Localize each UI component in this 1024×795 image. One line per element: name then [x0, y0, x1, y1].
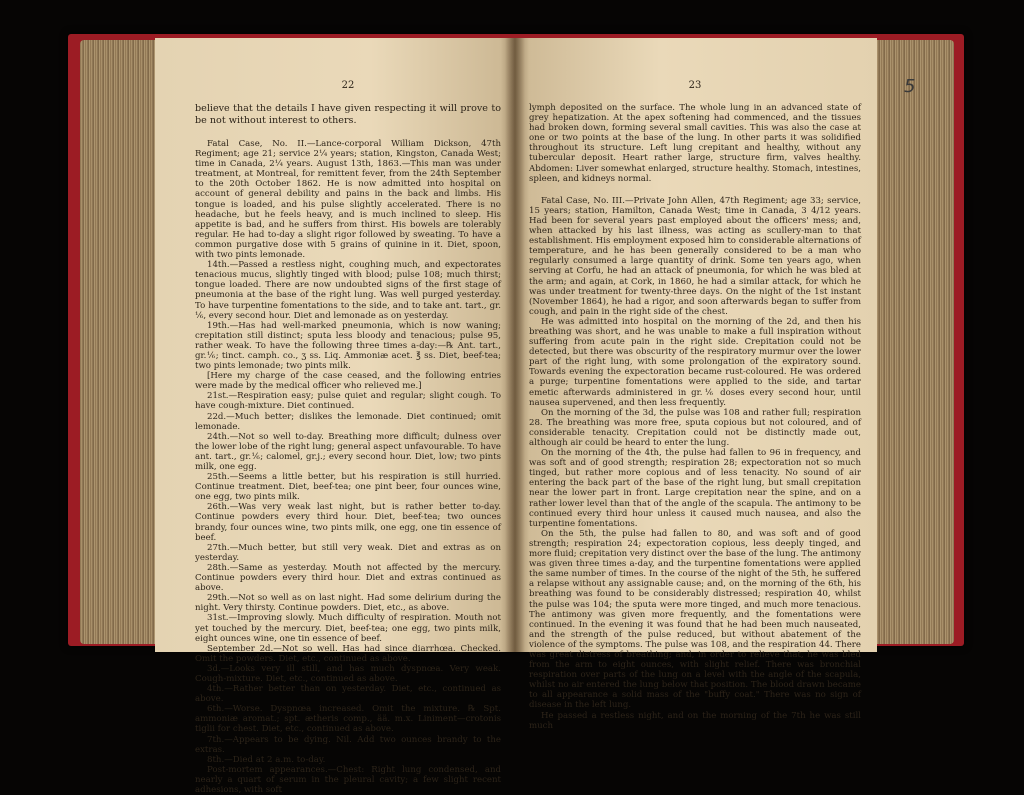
paragraph: He passed a restless night, and on the morning of the 7th he was still much [529, 710, 861, 731]
right-page-number: 23 [688, 80, 702, 91]
paragraph: 19th.—Has had well-marked pneumonia, which is now waning; crepitation still distinct; sputa less bloody and tenacious; pulse 95, rather weak. To have the following three times a-day:—℞ Ant. tart., gr.⅙; tinct. camph. co., ʒ ss. Liq. Ammoniæ acet. ℥ ss. Diet, beef-tea; two pints lemonade; two pints milk. [195, 320, 501, 372]
paragraph: Fatal Case, No. III.—Private John Allen, 47th Regiment; age 33; service, 15 years; station, Hamilton, Canada West; time in Canada, 3 4/12 years. Had been for several years past employed about the officers' mess; and, when attacked by his last illness, was acting as scullery-man to that establishment. His employment exposed him to considerable alternations of temperature, and he has been generally considered to be a man who regularly consumed a large quantity of drink. Some ten years ago, when serving at Corfu, he had an attack of pneumonia, for which he was bled at the arm; and again, at Cork, in 1860, he had a similar attack, for which he was under treatment for twenty-three days. On the night of the 1st instant (November 1864), he had a rigor, and soon afterwards began to suffer from cough, and pain in the right side of the chest. [529, 195, 861, 317]
paragraph: 21st.—Respiration easy; pulse quiet and regular; slight cough. To have cough-mixture. Diet continued. [195, 391, 501, 412]
paragraph: 8th.—Died at 2 a.m. to-day. [207, 754, 326, 765]
paragraph: 28th.—Same as yesterday. Mouth not affected by the mercury. Continue powders every third hour. Diet and extras continued as above. [195, 562, 501, 594]
paragraph: 27th.—Much better, but still very weak. Diet and extras as on yesterday. [195, 542, 501, 563]
paragraph: 4th.—Rather better than on yesterday. Diet, etc., continued as above. [195, 684, 501, 705]
left-page [155, 38, 515, 795]
left-page-number: 22 [341, 80, 355, 91]
paragraph: 26th.—Was very weak last night, but is rather better to-day. Continue powders every third hour. Diet, beef-tea; two ounces brandy, four ounces wine, two pints milk, one egg, one tin essence of beef. [195, 502, 501, 543]
left-page-text [195, 103, 501, 795]
paragraph: On the 5th, the pulse had fallen to 80, and was soft and of good strength; respiration 24; expectoration copious, less deeply tinged, and more fluid; crepitation very distinct over the base of the lung. The antimony was given three times a-day, and the turpentine fomentations were applied the same number of times. In the course of the night of the 5th, he suffered a relapse without any assignable cause; and, on the morning of the 6th, his breathing was found to be considerably distressed; respiration 40, whilst the pulse was 104; the sputa were more tinged, and much more tenacious. The antimony was given more frequently, and the fomentations were continued. In the evening it was found that he had been much nauseated, and the strength of the pulse reduced, but without abatement of the violence of the symptoms. The pulse was 108, and the respiration 44. There was great distress of breathing; and, in order to relieve that, he was bled from the arm to eight ounces, with slight relief. There was bronchial respiration over parts of the lung on a level with the angle of the scapula, whilst no air entered the lung below that position. The blood drawn became to all appearance a solid mass of the "buffy coat." There was no sign of disease in the left lung. [529, 528, 861, 711]
left-page-edges [80, 40, 156, 644]
paragraph: He was admitted into hospital on the morning of the 2d, and then his breathing was short, and he was unable to make a full inspiration without suffering from acute pain in the right side. Crepitation could not be detected, but there was obscurity of the respiratory murmur over the lower part of the right lung, with some prolongation of the expiratory sound. Towards evening the expectoration became rust-coloured. He was ordered a purge; turpentine fomentations were applied to the side, and tartar emetic afterwards administered in gr.⅙ doses every second hour, until nausea supervened, and then less frequently. [529, 316, 861, 408]
paragraph: 7th.—Appears to be dying. Nil. Add two ounces brandy to the extras. [195, 734, 501, 755]
paragraph: 22d.—Much better; dislikes the lemonade. Diet continued; omit lemonade. [195, 411, 501, 432]
paragraph: On the morning of the 4th, the pulse had fallen to 96 in frequency, and was soft and of good strength; respiration 28; expectoration not so much tinged, but rather more copious and of less tenacity. No sound of air entering the back part of the base of the right lung, but small crepitation near the lower part in front. Large crepitation near the spine, and on a rather lower level than that of the angle of the scapula. The antimony to be continued every third hour unless it caused much nausea, and also the turpentine fomentations. [529, 448, 861, 529]
paragraph: 31st.—Improving slowly. Much difficulty of respiration. Mouth not yet touched by the mercury. Diet, beef-tea; one egg, two pints milk, eight ounces wine, one tin essence of beef. [195, 613, 501, 644]
paragraph: 29th.—Not so well as on last night. Had some delirium during the night. Very thirsty. Continue powders. Diet, etc., as above. [195, 593, 501, 614]
paragraph: lymph deposited on the surface. The whole lung in an advanced state of grey hepatization. At the apex softening had commenced, and the tissues had broken down, forming several small cavities. This was also the case at one or two points at the base of the lung. In other parts it was solidified throughout its structure. Left lung crepitant and healthy, without any tubercular deposit. Heart rather large, structure firm, valves healthy. Abdomen: Liver somewhat enlarged, structure healthy. Stomach, intestines, spleen, and kidneys normal. [529, 103, 861, 184]
paragraph: 3d.—Looks very ill still, and has much dyspnœa. Very weak. Cough-mixture. Diet, etc., continued as above. [195, 663, 501, 684]
right-page-text [529, 103, 861, 731]
paragraph: Post-mortem appearances.—Chest: Right lung condensed, and nearly a quart of serum in the pleural cavity; a few slight recent adhesions, with soft [195, 764, 501, 795]
paragraph: 25th.—Seems a little better, but his respiration is still hurried. Continue treatment. Diet, beef-tea; one pint beer, four ounces wine, one egg, two pints milk. [195, 472, 501, 503]
paragraph: [Here my charge of the case ceased, and the following entries were made by the medical officer who relieved me.] [195, 371, 501, 392]
book-gutter [505, 38, 525, 652]
paragraph: 6th.—Worse. Dyspnœa increased. Omit the mixture. ℞ Spt. ammoniæ aromat.; spt. ætheris comp., ää. m.x. Liniment—crotonis tiglii for chest. Diet, etc., continued as above. [195, 704, 501, 735]
paragraph: 14th.—Passed a restless night, coughing much, and expectorates tenacious mucus, slightly tinged with blood; pulse 108; much thirst; tongue loaded. There are now undoubted signs of the first stage of pneumonia at the base of the right lung. Was well purged yesterday. To have turpentine fomentations to the side, and to take ant. tart., gr. ⅙, every second hour. Diet and lemonade as on yesterday. [195, 260, 501, 321]
paragraph: September 2d.—Not so well. Has had since diarrhœa. Checked. Omit the powders. Diet, etc., continued as above. [195, 643, 501, 664]
right-page-edges [876, 40, 954, 644]
right-page [515, 38, 877, 731]
pencil-margin-note: 5 [904, 76, 916, 97]
paragraph: believe that the details I have given respecting it will prove to be not without interest to others. [195, 103, 501, 126]
paragraph: Fatal Case, No. II.—Lance-corporal William Dickson, 47th Regiment; age 21; service 2¼ years; station, Kingston, Canada West; time in Canada, 2¼ years. August 13th, 1863.—This man was under treatment, at Montreal, for remittent fever, from the 24th September to the 20th October 1862. He is now admitted into hospital on account of general debility and pains in the back and limbs. His tongue is loaded, and his pulse slightly accelerated. There is no headache, but he feels heavy, and is much inclined to sleep. His appetite is bad, and he suffers from thirst. His bowels are tolerably regular. He had to-day a slight rigor followed by sweating. To have a common purgative dose with 5 grains of quinine in it. Diet, spoon, with two pints lemonade. [195, 139, 501, 261]
paragraph: On the morning of the 3d, the pulse was 108 and rather full; respiration 28. The breathing was more free, sputa copious but not coloured, and of considerable tenacity. Crepitation could not be distinctly made out, although air could be heard to enter the lung. [529, 407, 861, 448]
paragraph: 24th.—Not so well to-day. Breathing more difficult; dulness over the lower lobe of the right lung; general aspect unfavourable. To have ant. tart., gr.⅙; calomel, gr.j.; every second hour. Diet, low; two pints milk, one egg. [195, 431, 501, 472]
